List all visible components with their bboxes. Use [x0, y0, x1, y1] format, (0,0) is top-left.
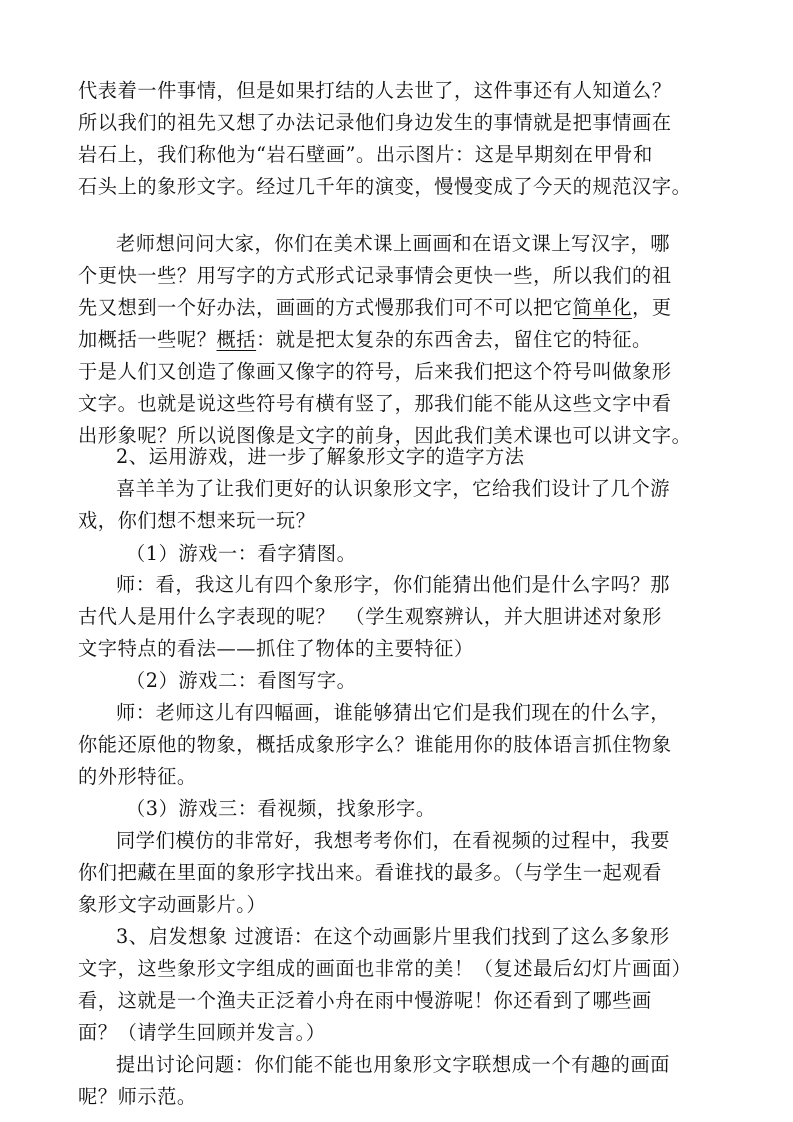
text-line: 师：老师这儿有四幅画，谁能够猜出它们是我们现在的什么字， [116, 701, 671, 724]
text-line: 喜羊羊为了让我们更好的认识象形文字，它给我们设计了几个游 [116, 477, 671, 500]
text-line: 的外形特征。 [78, 765, 197, 788]
text-line: 所以我们的祖先又想了办法记录他们身边发生的事情就是把事情画在 [78, 111, 672, 134]
text-line: 于是人们又创造了像画又像字的符号，后来我们把这个符号叫做象形 [78, 360, 672, 383]
text-line: 师：看，我这儿有四个象形字，你们能猜出他们是什么字吗？那 [116, 573, 671, 596]
text-line: 古代人是用什么字表现的呢？ （学生观察辨认，并大胆讲述对象形 [78, 605, 663, 628]
text-line: 面？（请学生回顾并发言。） [78, 1021, 326, 1044]
section-heading: 3、启发想象 过渡语：在这个动画影片里我们找到了这么多象形 [116, 925, 670, 948]
text-line [78, 295, 672, 321]
text-line: 老师想问问大家，你们在美术课上画画和在语文课上写汉字，哪 [116, 232, 671, 255]
underlined-term: 简单化 [572, 296, 633, 319]
underlined-term: 概括 [216, 328, 257, 351]
text-segment: 先又想到一个好办法，画画的方式慢那我们可不可以把它 [78, 296, 573, 319]
text-line: 文字特点的看法——抓住了物体的主要特征） [78, 637, 474, 660]
text-line: 呢？师示范。 [78, 1085, 197, 1108]
text-line: 代表着一件事情，但是如果打结的人去世了，这件事还有人知道么？ [78, 79, 672, 102]
game-heading: （1）游戏一：看字猜图。 [126, 542, 357, 565]
text-line: 戏，你们想不想来玩一玩？ [78, 509, 316, 532]
text-line: 石头上的象形文字。经过几千年的演变，慢慢变成了今天的规范汉字。 [78, 175, 692, 198]
text-line: 看，这就是一个渔夫正泛着小舟在雨中慢游呢！你还看到了哪些画 [78, 989, 652, 1012]
text-line: 提出讨论问题：你们能不能也用象形文字联想成一个有趣的画面 [116, 1053, 671, 1076]
text-line: 文字。也就是说这些符号有横有竖了，那我们能不能从这些文字中看 [78, 392, 672, 415]
text-line: 岩石上，我们称他为“岩石壁画”。出示图片：这是早期刻在甲骨和 [78, 143, 653, 166]
text-line: 文字，这些象形文字组成的画面也非常的美！（复述最后幻灯片画面） [78, 957, 692, 980]
text-line: 出形象呢？所以说图像是文字的前身，因此我们美术课也可以讲文字。 [78, 424, 692, 447]
text-segment: ：就是把太复杂的东西舍去，留住它的特征。 [256, 328, 652, 351]
text-line: 同学们模仿的非常好，我想考考你们，在看视频的过程中，我要 [116, 829, 671, 852]
text-line: 你们把藏在里面的象形字找出来。看谁找的最多。（与学生一起观看 [78, 861, 663, 884]
text-segment: ，更 [632, 296, 672, 319]
text-line: 你能还原他的物象，概括成象形字么？谁能用你的肢体语言抓住物象 [78, 733, 672, 756]
text-line [78, 327, 652, 353]
section-heading: 2、运用游戏，进一步了解象形文字的造字方法 [116, 445, 525, 468]
text-segment: 加概括一些呢？ [78, 328, 217, 351]
text-line: 个更快一些？用写字的方式形式记录事情会更快一些，所以我们的祖 [78, 264, 672, 287]
game-heading: （3）游戏三：看视频，找象形字。 [126, 797, 436, 820]
game-heading: （2）游戏二：看图写字。 [126, 669, 357, 692]
text-line: 象形文字动画影片。） [78, 893, 267, 916]
